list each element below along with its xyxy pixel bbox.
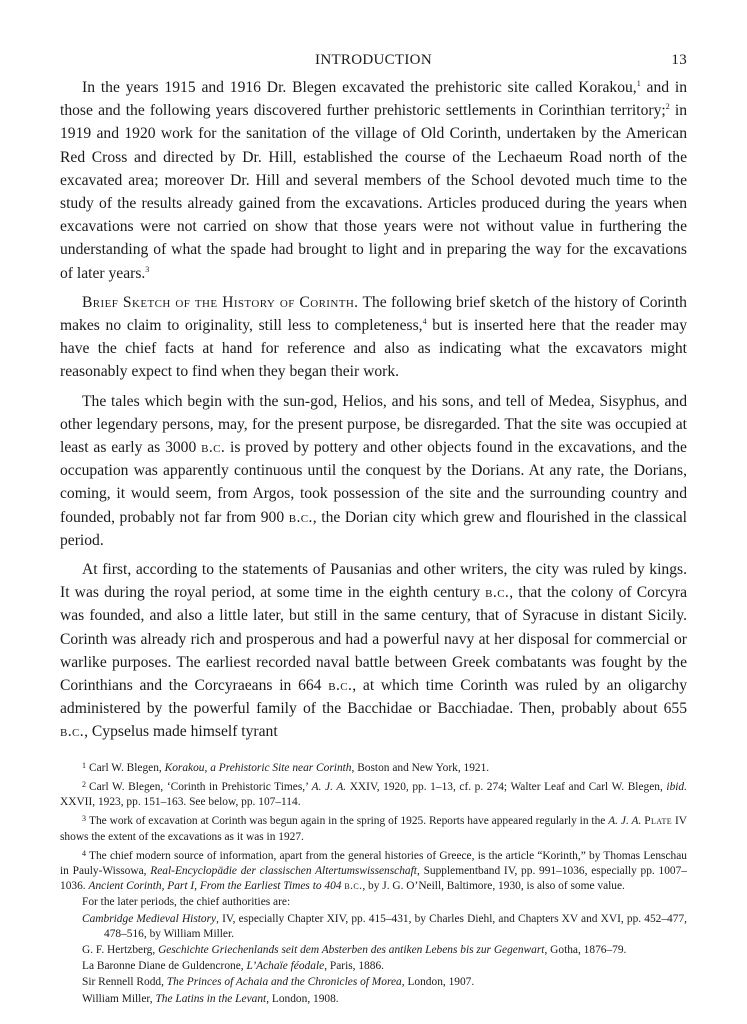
footnote-1: $^1$ Carl W. Blegen, Korakou, a Prehistoric Site near Corinth, Boston and New York, 1921. xyxy=(82,760,490,774)
body-text xyxy=(60,76,687,744)
paragraph-1: In the years 1915 and 1916 Dr. Blegen excavated the prehistoric site called Korakou,$^1$ and in those and the following years discovered further prehistoric settlements in Corinthian territory;$^2$ in 1919 and 1920 work for the sanitation of the village of Old Corinth, undertaken by the American Red Cross and directed by Dr. Hill, established the course of the Lechaeum Road north of the excavated area; moreover Dr. Hill and several members of the School devoted much time to the study of the results already gained from the excavations. Articles produced during the years when excavations were not carried on show that those years were not without value in furthering the understanding of what the spade had brought to light and in preparing the way for the excavations of later years.$^3$ xyxy=(60,79,687,282)
footnotes xyxy=(60,758,687,1007)
paragraph-2: Brief Sketch of the History of Corinth. The following brief sketch of the history of Corinth makes no claim to originality, still less to completeness,$^4$ but is inserted here that the reader may have the chief facts at hand for reference and also as indicating what the excavators might reasonably expect to find when they began their work. xyxy=(60,293,687,381)
page-number: 13 xyxy=(671,52,687,68)
footnote-2: $^2$ Carl W. Blegen, ‘Corinth in Prehistoric Times,’ A. J. A. XXIV, 1920, pp. 1–13, cf. p. 274; Walter Leaf and Carl W. Blegen, ibid. XXVII, 1923, pp. 151–163. See below, pp. 107–114. xyxy=(60,779,687,809)
running-title: INTRODUCTION xyxy=(315,52,432,68)
reference-1: Cambridge Medieval History, IV, especially Chapter XIV, pp. 415–431, by Charles Diehl, and Chapters XV and XVI, pp. 452–477, 478–516, by William Miller. xyxy=(82,912,687,940)
paragraph-4: At first, according to the statements of Pausanias and other writers, the city was ruled by kings. It was during the royal period, at some time in the eighth century b.c., that the colony of Corcyra was founded, and also a little later, but still in the same century, that of Syracuse in distant Sicily. Corinth was already rich and prosperous and had a powerful navy at her disposal for commercial or warlike purposes. The earliest recorded naval battle between Greek combatants was fought by the Corinthians and the Corcyraeans in 664 b.c., at which time Corinth was ruled by an oligarchy administered by the powerful family of the Bacchidae or Bacchiadae. Then, probably about 655 b.c., Cypselus made himself tyrant xyxy=(60,561,688,741)
footnote-4: $^4$ The chief modern source of information, apart from the general histories of Greece, is the article “Korinth,” by Thomas Lenschau in Pauly-Wissowa, Real-Encyclopädie der classischen Altertumswissenschaft, Supplementband IV, pp. 991–1036, especially pp. 1007–1036. Ancient Corinth, Part I, From the Earliest Times to 404 b.c., by J. G. O’Neill, Baltimore, 1930, is also of some value. xyxy=(60,848,687,893)
reference-5: William Miller, The Latins in the Levant, London, 1908. xyxy=(82,992,339,1005)
footnote-3: $^3$ The work of excavation at Corinth was begun again in the spring of 1925. Reports have appeared regularly in the A. J. A. Plate IV shows the extent of the excavations as it was in 1927. xyxy=(60,814,687,843)
footnote-ref: 3 xyxy=(145,264,150,274)
paragraph-3: The tales which begin with the sun-god, Helios, and his sons, and tell of Medea, Sisyphus, and other legendary persons, may, for the present purpose, be disregarded. That the site was occupied at least as early as 3000 b.c. is proved by pottery and other objects found in the excavations, and the occupation was apparently continuous until the conquest by the Dorians. At any rate, the Dorians, coming, it would seem, from Argos, took possession of the site and the surrounding country and founded, probably not far from 900 b.c., the Dorian city which grew and flourished in the classical period. xyxy=(60,392,687,549)
footnote-ref: 4 xyxy=(422,317,427,327)
footnote-ref: 1 xyxy=(636,79,641,88)
reference-2: G. F. Hertzberg, Geschichte Griechenlands seit dem Absterben des antiken Lebens bis zur Gegenwart, Gotha, 1876–79. xyxy=(82,943,627,956)
page xyxy=(60,52,687,1008)
reference-3: La Baronne Diane de Guldencrone, L’Achaïe féodale, Paris, 1886. xyxy=(82,960,384,973)
section-heading: Brief Sketch of the History of Corinth. xyxy=(82,293,359,311)
running-head xyxy=(60,52,687,76)
footnote-later-periods: For the later periods, the chief authorities are: xyxy=(82,896,291,909)
reference-4: Sir Rennell Rodd, The Princes of Achaia and the Chronicles of Morea, London, 1907. xyxy=(82,976,475,989)
footnote-ref: 2 xyxy=(665,102,670,112)
